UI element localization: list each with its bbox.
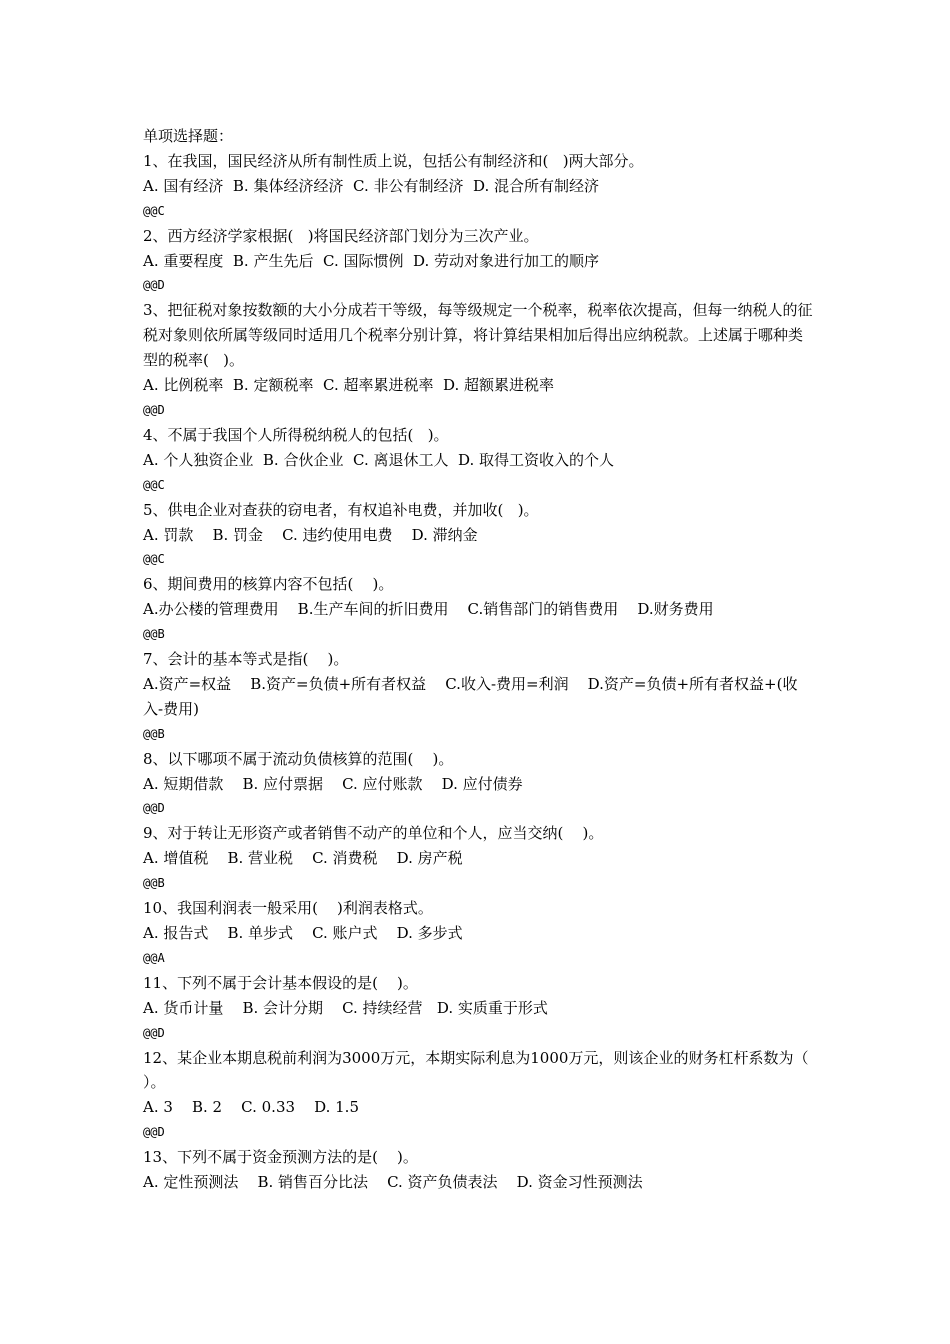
answer-key: @@D xyxy=(143,278,165,293)
answer-key: @@C xyxy=(143,477,165,492)
question-stem: 12、某企业本期息税前利润为3000万元，本期实际利息为1000万元，则该企业的财务杠杆系数为（ ）。 xyxy=(143,1048,828,1092)
question-options: A. 增值税 B. 营业税 C. 消费税 D. 房产税 xyxy=(143,849,463,868)
question-options: A. 定性预测法 B. 销售百分比法 C. 资产负债表法 D. 资金习性预测法 xyxy=(143,1173,643,1192)
answer-key: @@C xyxy=(143,552,165,567)
question-stem: 4、不属于我国个人所得税纳税人的包括( )。 xyxy=(143,425,449,444)
question-options: A. 罚款 B. 罚金 C. 违约使用电费 D. 滞纳金 xyxy=(143,525,478,544)
question-options: A. 短期借款 B. 应付票据 C. 应付账款 D. 应付债券 xyxy=(143,774,523,793)
question-item xyxy=(143,1145,813,1195)
question-options: A. 货币计量 B. 会计分期 C. 持续经营 D. 实质重于形式 xyxy=(143,998,548,1017)
question-item xyxy=(143,1046,828,1146)
question-item xyxy=(143,572,813,647)
question-options: A. 比例税率 B. 定额税率 C. 超率累进税率 D. 超额累进税率 xyxy=(143,376,555,395)
question-options: A. 报告式 B. 单步式 C. 账户式 D. 多步式 xyxy=(143,924,463,942)
question-item xyxy=(143,298,813,423)
answer-key: @@C xyxy=(143,203,165,218)
answer-key: @@B xyxy=(143,726,165,741)
question-stem: 6、期间费用的核算内容不包括( )。 xyxy=(143,575,394,594)
question-stem: 10、我国利润表一般采用( )利润表格式。 xyxy=(143,899,433,918)
question-options: A. 3 B. 2 C. 0.33 D. 1.5 xyxy=(143,1098,359,1117)
question-item xyxy=(143,498,813,573)
section-heading: 单项选择题： xyxy=(143,127,234,145)
question-stem: 11、下列不属于会计基本假设的是( )。 xyxy=(143,973,418,992)
question-options: A.资产=权益 B.资产=负债+所有者权益 C.收入-费用=利润 D.资产=负债+所有者权益+(收入-费用) xyxy=(143,674,798,718)
question-options: A.办公楼的管理费用 B.生产车间的折旧费用 C.销售部门的销售费用 D.财务费用 xyxy=(143,600,714,619)
question-item xyxy=(143,821,813,896)
question-item xyxy=(143,971,813,1046)
answer-key: @@B xyxy=(143,627,165,642)
document-body xyxy=(143,124,828,1195)
question-options: A. 重要程度 B. 产生先后 C. 国际惯例 D. 劳动对象进行加工的顺序 xyxy=(143,251,600,270)
question-stem: 8、以下哪项不属于流动负债核算的范围( )。 xyxy=(143,749,454,768)
question-list xyxy=(143,149,828,1195)
answer-key: @@B xyxy=(143,876,165,891)
question-stem: 7、会计的基本等式是指( )。 xyxy=(143,650,349,669)
question-item xyxy=(143,896,813,971)
question-stem: 1、在我国，国民经济从所有制性质上说，包括公有制经济和( )两大部分。 xyxy=(143,151,644,170)
question-stem: 13、下列不属于资金预测方法的是( )。 xyxy=(143,1148,418,1167)
question-stem: 2、西方经济学家根据( )将国民经济部门划分为三次产业。 xyxy=(143,226,539,245)
question-item xyxy=(143,747,813,822)
answer-key: @@D xyxy=(143,1125,165,1140)
question-options: A. 国有经济 B. 集体经济经济 C. 非公有制经济 D. 混合所有制经济 xyxy=(143,176,600,195)
question-item xyxy=(143,647,813,747)
answer-key: @@A xyxy=(143,950,165,965)
answer-key: @@D xyxy=(143,801,165,816)
question-item xyxy=(143,149,813,224)
question-item xyxy=(143,423,813,498)
question-item xyxy=(143,224,813,299)
question-stem: 5、供电企业对查获的窃电者，有权追补电费，并加收( )。 xyxy=(143,500,539,519)
answer-key: @@D xyxy=(143,1025,165,1040)
answer-key: @@D xyxy=(143,402,165,417)
question-stem: 9、对于转让无形资产或者销售不动产的单位和个人，应当交纳( )。 xyxy=(143,824,604,843)
question-options: A. 个人独资企业 B. 合伙企业 C. 离退休工人 D. 取得工资收入的个人 xyxy=(143,450,615,469)
question-stem: 3、把征税对象按数额的大小分成若干等级，每等级规定一个税率，税率依次提高，但每一纳税人的征税对象则依所属等级同时适用几个税率分别计算，将计算结果相加后得出应纳税款。上述属于哪种类型的税率( )。 xyxy=(143,301,813,370)
